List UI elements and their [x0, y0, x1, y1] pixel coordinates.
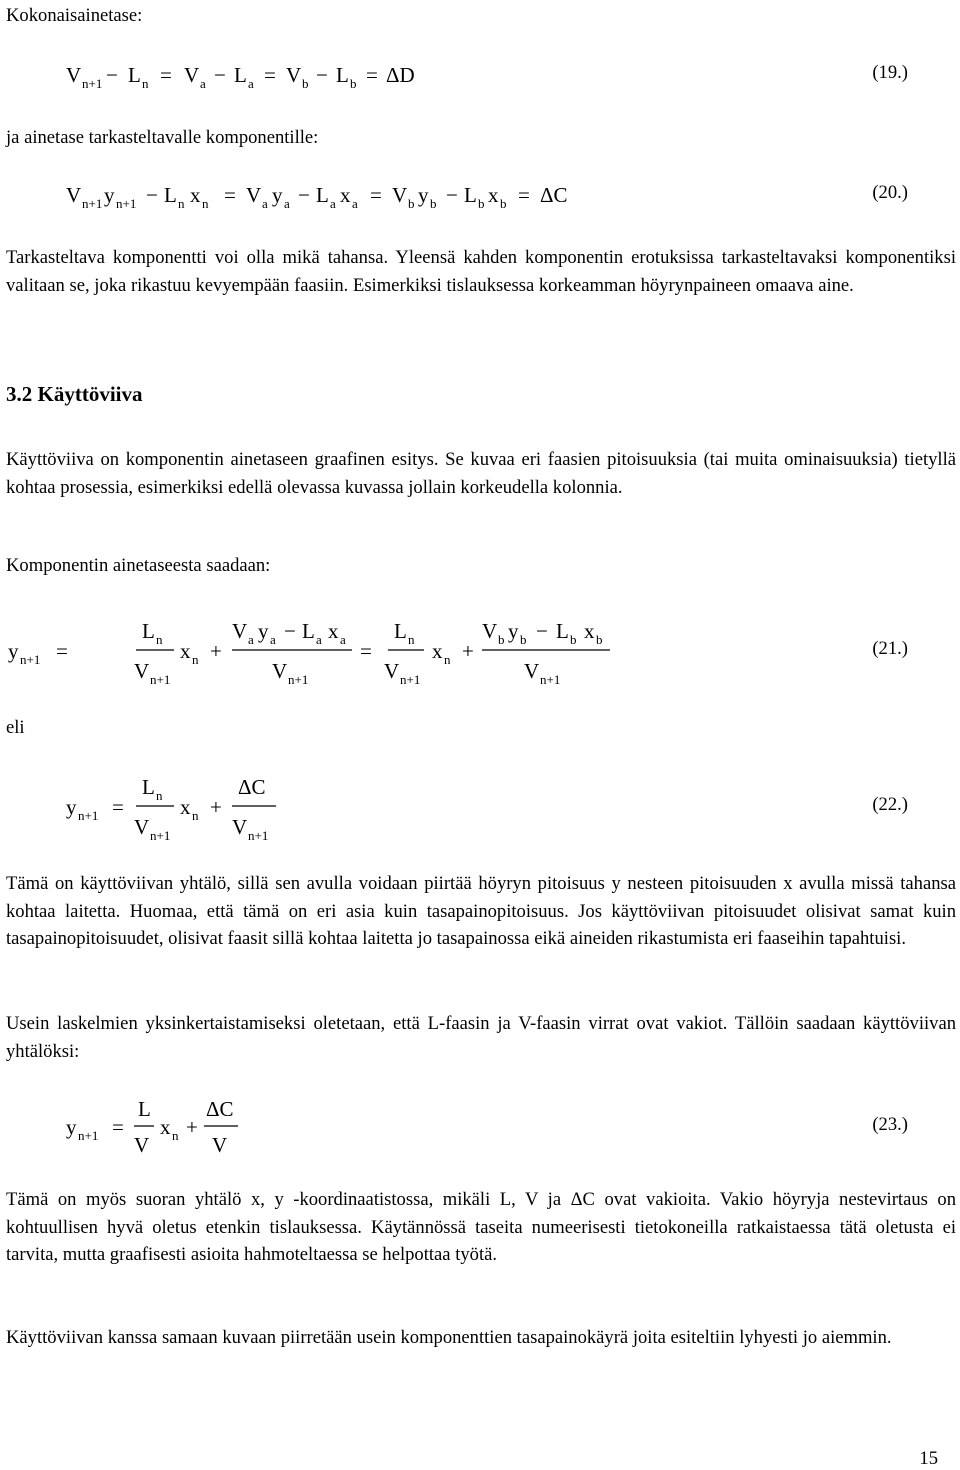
svg-text:L: L	[394, 619, 407, 643]
svg-text:=: =	[56, 639, 68, 663]
svg-text:L: L	[142, 775, 155, 799]
svg-text:a: a	[200, 76, 206, 91]
svg-text:y: y	[258, 619, 269, 643]
svg-text:L: L	[128, 63, 141, 87]
equation-19	[0, 56, 960, 96]
svg-text:a: a	[248, 76, 254, 91]
svg-text:ΔC: ΔC	[540, 183, 568, 207]
svg-text:−: −	[284, 619, 296, 643]
svg-text:V: V	[384, 659, 400, 683]
paragraph-component-intro: ja ainetase tarkasteltavalle komponentille:	[6, 127, 319, 148]
svg-text:x: x	[432, 639, 443, 663]
svg-text:V: V	[392, 183, 408, 207]
svg-text:x: x	[584, 619, 595, 643]
svg-text:b: b	[498, 632, 505, 647]
svg-text:+: +	[186, 1115, 198, 1139]
svg-text:x: x	[190, 183, 201, 207]
svg-text:V: V	[524, 659, 540, 683]
equation-23-formula	[0, 1092, 960, 1162]
svg-text:x: x	[340, 183, 351, 207]
svg-text:n+1: n+1	[82, 76, 103, 91]
equation-20-number: (20.)	[872, 182, 908, 203]
svg-text:−: −	[536, 619, 548, 643]
svg-text:y: y	[66, 795, 77, 819]
svg-text:n: n	[172, 1128, 179, 1143]
equation-20	[0, 176, 960, 216]
svg-text:n: n	[408, 632, 415, 647]
svg-text:b: b	[302, 76, 309, 91]
svg-text:n: n	[202, 196, 209, 211]
svg-text:b: b	[520, 632, 527, 647]
svg-text:a: a	[284, 196, 290, 211]
equation-22-formula	[0, 768, 960, 848]
svg-text:n: n	[156, 632, 163, 647]
svg-text:L: L	[164, 183, 177, 207]
svg-text:=: =	[360, 639, 372, 663]
svg-text:a: a	[330, 196, 336, 211]
svg-text:L: L	[556, 619, 569, 643]
svg-text:ΔD: ΔD	[386, 63, 415, 87]
svg-text:=: =	[112, 1115, 124, 1139]
svg-text:x: x	[488, 183, 499, 207]
svg-text:ΔC: ΔC	[238, 775, 266, 799]
heading-total-balance: Kokonaisainetase:	[6, 5, 143, 26]
paragraph-constant-flows: Usein laskelmien yksinkertaistamiseksi oletetaan, että L-faasin ja V-faasin virrat ovat vakiot. Tällöin saadaan käyttöviivan yhtälöksi:	[6, 1013, 956, 1062]
svg-text:n+1: n+1	[78, 808, 99, 823]
page-number: 15	[919, 1448, 938, 1469]
svg-text:y: y	[272, 183, 283, 207]
equation-20-formula	[0, 176, 960, 216]
equation-21	[0, 612, 960, 692]
equation-19-formula	[0, 56, 960, 96]
svg-text:y: y	[66, 1115, 77, 1139]
svg-text:−: −	[298, 183, 310, 207]
equation-22-number: (22.)	[872, 794, 908, 815]
svg-text:V: V	[246, 183, 262, 207]
svg-text:a: a	[248, 632, 254, 647]
svg-text:b: b	[478, 196, 485, 211]
svg-text:L: L	[234, 63, 247, 87]
svg-text:a: a	[270, 632, 276, 647]
svg-text:+: +	[462, 639, 474, 663]
svg-text:x: x	[328, 619, 339, 643]
svg-text:L: L	[336, 63, 349, 87]
equation-21-number: (21.)	[872, 638, 908, 659]
svg-text:n+1: n+1	[150, 828, 171, 843]
svg-text:=: =	[160, 63, 172, 87]
paragraph-operating-line-definition: Käyttöviiva on komponentin ainetaseen graafinen esitys. Se kuvaa eri faasien pitoisuuksia (tai muita ominaisuuksia) tietyllä kohtaa prosessia, esimerkiksi edellä olevassa kuvassa jollain korkeudella kolonnia.	[6, 449, 956, 498]
svg-text:+: +	[210, 639, 222, 663]
svg-text:V: V	[232, 815, 248, 839]
svg-text:x: x	[160, 1115, 171, 1139]
svg-text:n: n	[178, 196, 185, 211]
paragraph-straight-line: Tämä on myös suoran yhtälö x, y -koordinaatistossa, mikäli L, V ja ΔC ovat vakioita. Vakio höyryja nestevirtaus on kohtuullisen hyvä oletus etenkin tislauksessa. Käytännössä taseita numeerisesti tietokoneilla ratkaistaessa tätä oletusta ei tarvita, mutta graafisesti asioita hahmoteltaessa se helpottaa työtä.	[6, 1189, 956, 1266]
svg-text:n+1: n+1	[288, 672, 309, 687]
svg-text:a: a	[316, 632, 322, 647]
svg-text:V: V	[184, 63, 200, 87]
svg-text:−: −	[316, 63, 328, 87]
svg-text:y: y	[508, 619, 519, 643]
section-title: Käyttöviiva	[37, 382, 143, 406]
svg-text:V: V	[134, 1133, 150, 1157]
equation-22	[0, 768, 960, 848]
svg-text:n: n	[192, 652, 199, 667]
svg-text:L: L	[316, 183, 329, 207]
equation-19-number: (19.)	[872, 62, 908, 83]
svg-text:n+1: n+1	[248, 828, 269, 843]
svg-text:=: =	[112, 795, 124, 819]
svg-text:a: a	[340, 632, 346, 647]
svg-text:−: −	[214, 63, 226, 87]
svg-text:b: b	[408, 196, 415, 211]
svg-text:b: b	[430, 196, 437, 211]
svg-text:b: b	[500, 196, 507, 211]
svg-text:V: V	[272, 659, 288, 683]
svg-text:L: L	[138, 1097, 151, 1121]
svg-text:−: −	[106, 63, 118, 87]
section-heading	[6, 382, 143, 407]
svg-text:=: =	[518, 183, 530, 207]
svg-text:L: L	[142, 619, 155, 643]
equation-23-number: (23.)	[872, 1114, 908, 1135]
svg-text:=: =	[264, 63, 276, 87]
equation-23	[0, 1092, 960, 1162]
svg-text:=: =	[224, 183, 236, 207]
section-number: 3.2	[6, 382, 33, 406]
svg-text:n+1: n+1	[116, 196, 137, 211]
svg-text:n+1: n+1	[150, 672, 171, 687]
paragraph-operating-line-meaning: Tämä on käyttöviivan yhtälö, sillä sen avulla voidaan piirtää höyryn pitoisuus y nesteen pitoisuuden x avulla missä tahansa kohtaa laitetta. Huomaa, että tämä on eri asia kuin tasapainopitoisuus. Jos käyttöviivan pitoisuudet olisivat samat kuin tasapainopitoisuudet, olisivat faasit sillä kohtaa laitetta jo tasapainossa eikä aineiden rikastumista eri faaseihin tapahtuisi.	[6, 873, 956, 950]
svg-text:n+1: n+1	[540, 672, 561, 687]
paragraph-equilibrium-curve: Käyttöviivan kanssa samaan kuvaan piirretään usein komponenttien tasapainokäyrä joita esiteltiin lyhyesti jo aiemmin.	[6, 1327, 892, 1348]
svg-text:n: n	[192, 808, 199, 823]
svg-text:b: b	[596, 632, 603, 647]
svg-text:n: n	[142, 76, 149, 91]
paragraph-balance-intro: Komponentin ainetaseesta saadaan:	[6, 555, 271, 576]
svg-text:ΔC: ΔC	[206, 1097, 234, 1121]
equation-21-formula	[0, 612, 960, 692]
svg-text:−: −	[146, 183, 158, 207]
svg-text:y: y	[418, 183, 429, 207]
svg-text:V: V	[232, 619, 248, 643]
svg-text:y: y	[104, 183, 115, 207]
svg-text:y: y	[8, 639, 19, 663]
svg-text:V: V	[286, 63, 302, 87]
svg-text:a: a	[262, 196, 268, 211]
svg-text:n+1: n+1	[82, 196, 103, 211]
svg-text:V: V	[66, 63, 82, 87]
svg-text:=: =	[366, 63, 378, 87]
svg-text:n: n	[156, 788, 163, 803]
svg-text:n+1: n+1	[78, 1128, 99, 1143]
paragraph-component-choice: Tarkasteltava komponentti voi olla mikä tahansa. Yleensä kahden komponentin erotuksissa tarkasteltavaksi komponentiksi valitaan se, joka rikastuu kevyempään faasiin. Esimerkiksi tislauksessa korkeamman höyrynpaineen omaava aine.	[6, 247, 956, 296]
svg-text:n+1: n+1	[400, 672, 421, 687]
svg-text:V: V	[482, 619, 498, 643]
svg-text:V: V	[66, 183, 82, 207]
svg-text:+: +	[210, 795, 222, 819]
svg-text:n: n	[444, 652, 451, 667]
svg-text:b: b	[350, 76, 357, 91]
svg-text:b: b	[570, 632, 577, 647]
connector-eli: eli	[6, 717, 25, 738]
svg-text:x: x	[180, 795, 191, 819]
svg-text:V: V	[134, 815, 150, 839]
svg-text:−: −	[446, 183, 458, 207]
svg-text:V: V	[212, 1133, 228, 1157]
svg-text:a: a	[352, 196, 358, 211]
svg-text:L: L	[302, 619, 315, 643]
svg-text:L: L	[464, 183, 477, 207]
svg-text:n+1: n+1	[20, 652, 41, 667]
svg-text:=: =	[370, 183, 382, 207]
svg-text:x: x	[180, 639, 191, 663]
svg-text:V: V	[134, 659, 150, 683]
